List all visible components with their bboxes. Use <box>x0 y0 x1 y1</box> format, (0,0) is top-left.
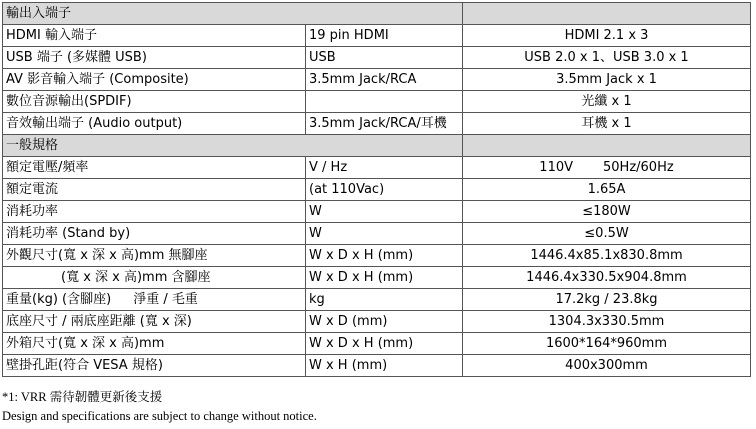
spec-label: 壁掛孔距(符合 VESA 規格) <box>3 355 306 377</box>
spec-value: 400x300mm <box>463 355 751 377</box>
section-title: 輸出入端子 <box>3 3 463 25</box>
notes <box>2 388 317 426</box>
spec-label: 數位音源輸出(SPDIF) <box>3 91 306 113</box>
spec-label: AV 影音輸入端子 (Composite) <box>3 69 306 91</box>
footnote: *1: VRR 需待韌體更新後支援 <box>2 390 163 404</box>
spec-label: 底座尺寸 / 兩底座距離 (寬 x 深) <box>3 311 306 333</box>
section-header-general <box>3 135 751 157</box>
spec-value: 17.2kg / 23.8kg <box>463 289 751 311</box>
spec-label: 外箱尺寸(寬 x 深 x 高)mm <box>3 333 306 355</box>
spec-unit <box>306 91 463 113</box>
table-row <box>3 311 751 333</box>
spec-label: 消耗功率 <box>3 201 306 223</box>
spec-value: ≤180W <box>463 201 751 223</box>
spec-value: ≤0.5W <box>463 223 751 245</box>
table-row <box>3 25 751 47</box>
section-empty-cell <box>463 3 751 25</box>
spec-value: 1446.4x85.1x830.8mm <box>463 245 751 267</box>
table-row <box>3 223 751 245</box>
spec-label: (寬 x 深 x 高)mm 含腳座 <box>3 267 306 289</box>
spec-value: 1304.3x330.5mm <box>463 311 751 333</box>
spec-unit: W <box>306 223 463 245</box>
section-title: 一般規格 <box>3 135 463 157</box>
spec-label: 額定電流 <box>3 179 306 201</box>
disclaimer: Design and specifications are subject to change without notice. <box>2 409 317 423</box>
table-row <box>3 179 751 201</box>
spec-unit: W x D x H (mm) <box>306 245 463 267</box>
spec-value <box>463 157 751 179</box>
spec-label: 額定電壓/頻率 <box>3 157 306 179</box>
frequency-value: 50Hz/60Hz <box>603 160 674 175</box>
spec-unit: (at 110Vac) <box>306 179 463 201</box>
spec-unit: 3.5mm Jack/RCA/耳機 <box>306 113 463 135</box>
spec-value: 1.65A <box>463 179 751 201</box>
spec-unit: W x D x H (mm) <box>306 333 463 355</box>
spec-label: 消耗功率 (Stand by) <box>3 223 306 245</box>
table-row <box>3 47 751 69</box>
spec-label: USB 端子 (多媒體 USB) <box>3 47 306 69</box>
section-header-io <box>3 3 751 25</box>
table-row <box>3 333 751 355</box>
spec-unit: USB <box>306 47 463 69</box>
table-row <box>3 355 751 377</box>
spec-value: USB 2.0 x 1、USB 3.0 x 1 <box>463 47 751 69</box>
table-row <box>3 157 751 179</box>
table-row <box>3 267 751 289</box>
section-empty-cell <box>463 135 751 157</box>
table-row <box>3 201 751 223</box>
spec-value: 1600*164*960mm <box>463 333 751 355</box>
spec-value: 光纖 x 1 <box>463 91 751 113</box>
table-row <box>3 91 751 113</box>
spec-unit: 19 pin HDMI <box>306 25 463 47</box>
spec-label: 音效輸出端子 (Audio output) <box>3 113 306 135</box>
weight-label: 重量(kg) (含腳座) <box>6 292 112 307</box>
spec-unit: V / Hz <box>306 157 463 179</box>
table-row <box>3 69 751 91</box>
spec-unit: W <box>306 201 463 223</box>
spec-unit: 3.5mm Jack/RCA <box>306 69 463 91</box>
spec-label: 外觀尺寸(寬 x 深 x 高)mm 無腳座 <box>3 245 306 267</box>
weight-sublabel: 淨重 / 毛重 <box>133 292 198 307</box>
spec-label: HDMI 輸入端子 <box>3 25 306 47</box>
spec-unit: W x D (mm) <box>306 311 463 333</box>
spec-unit: W x H (mm) <box>306 355 463 377</box>
table-row <box>3 113 751 135</box>
voltage-value: 110V <box>539 160 574 175</box>
spec-value: 耳機 x 1 <box>463 113 751 135</box>
table-row <box>3 245 751 267</box>
spec-unit: kg <box>306 289 463 311</box>
spec-table <box>2 2 751 377</box>
table-row <box>3 289 751 311</box>
spec-value: HDMI 2.1 x 3 <box>463 25 751 47</box>
spec-unit: W x D x H (mm) <box>306 267 463 289</box>
spec-label <box>3 289 306 311</box>
spec-value: 1446.4x330.5x904.8mm <box>463 267 751 289</box>
spec-value: 3.5mm Jack x 1 <box>463 69 751 91</box>
